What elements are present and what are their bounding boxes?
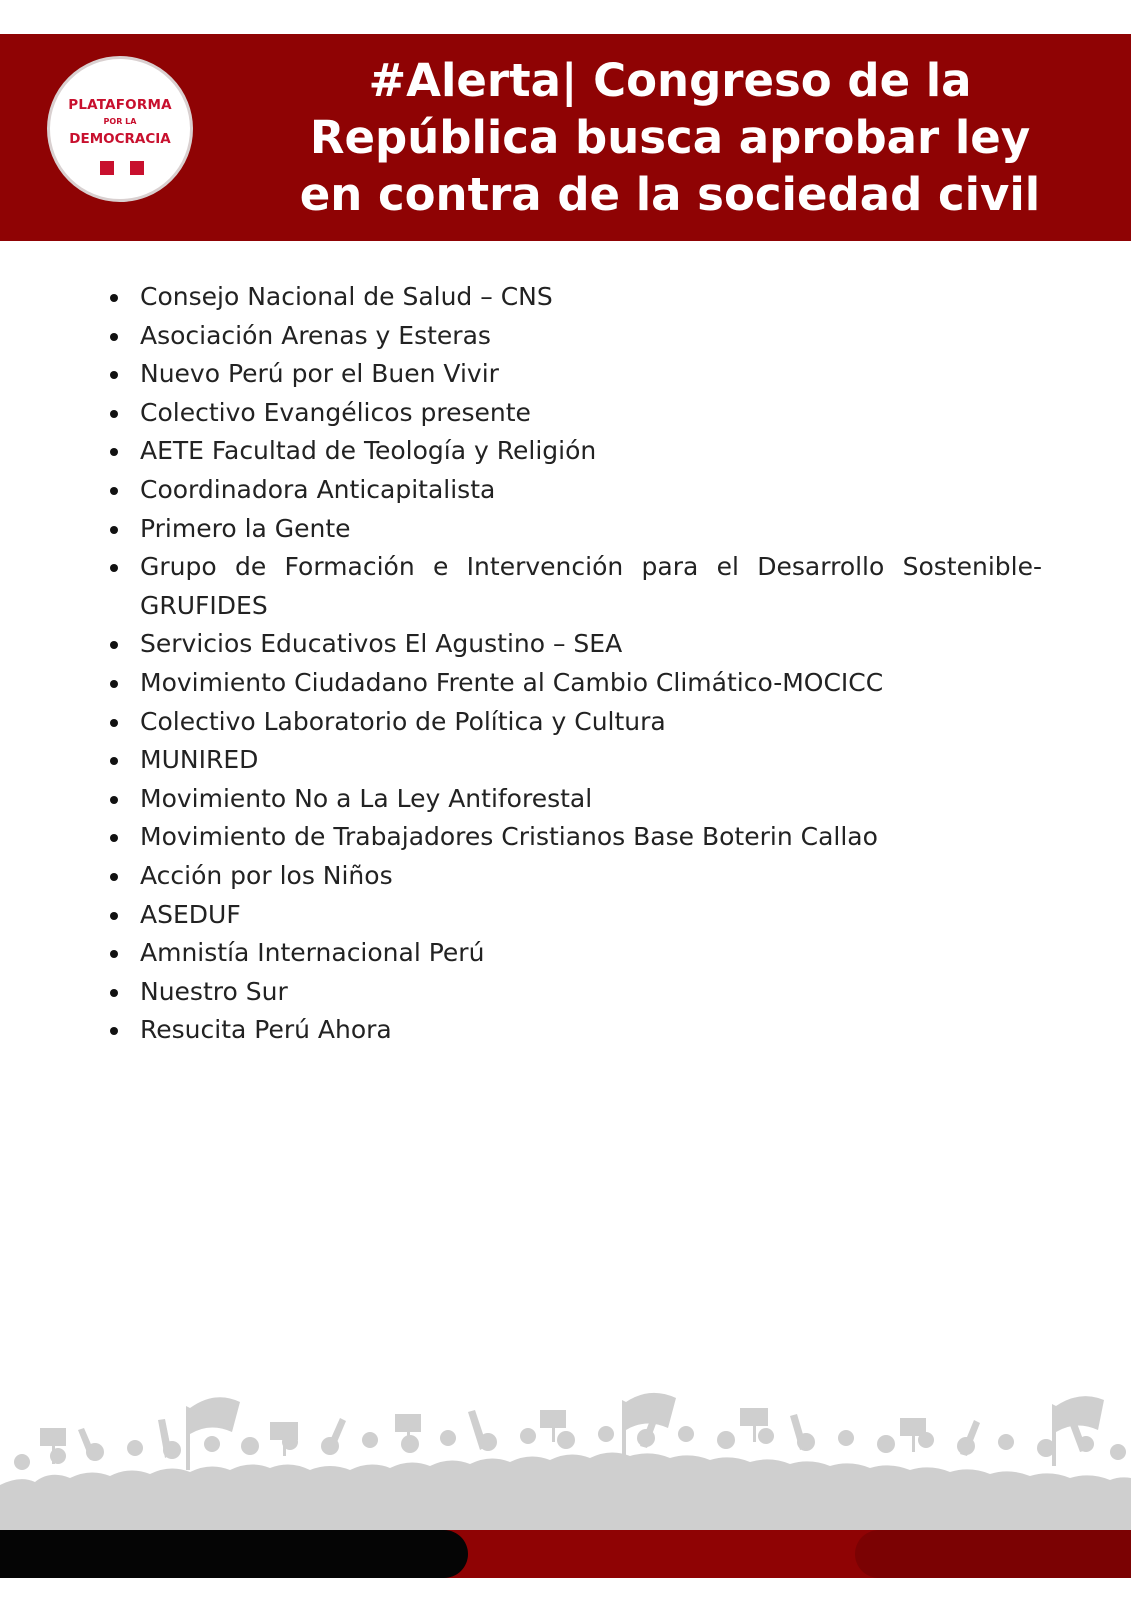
list-item: Primero la Gente (110, 510, 1042, 549)
list-item: Amnistía Internacional Perú (110, 934, 1042, 973)
logo-text-por-la: POR LA (103, 117, 137, 126)
list-item: Nuevo Perú por el Buen Vivir (110, 355, 1042, 394)
logo-text-plataforma: PLATAFORMA (68, 97, 172, 113)
logo-text-democracia: DEMOCRACIA (69, 131, 171, 147)
list-item: Movimiento de Trabajadores Cristianos Base Boterin Callao (110, 818, 1042, 857)
list-item: Servicios Educativos El Agustino – SEA (110, 625, 1042, 664)
page-title (230, 52, 1110, 223)
title-line-1: #Alerta| Congreso de la (368, 54, 972, 107)
list-item: AETE Facultad de Teología y Religión (110, 432, 1042, 471)
list-item: Asociación Arenas y Esteras (110, 317, 1042, 356)
logo-squares-icon (100, 161, 146, 175)
list-item: Coordinadora Anticapitalista (110, 471, 1042, 510)
title-line-2: República busca aprobar ley (309, 111, 1031, 164)
plataforma-logo (47, 56, 193, 202)
organization-list (110, 278, 1042, 1050)
logo-square-left (100, 161, 114, 175)
list-item: Colectivo Evangélicos presente (110, 394, 1042, 433)
list-item: Nuestro Sur (110, 973, 1042, 1012)
list-item: Resucita Perú Ahora (110, 1011, 1042, 1050)
list-item: Colectivo Laboratorio de Política y Cultura (110, 703, 1042, 742)
list-item: Acción por los Niños (110, 857, 1042, 896)
list-item: Movimiento Ciudadano Frente al Cambio Climático-MOCICC (110, 664, 1042, 703)
footer-dark-segment (855, 1530, 1131, 1578)
list-item: MUNIRED (110, 741, 1042, 780)
crowd-silhouette-icon (0, 1390, 1131, 1530)
footer-black-segment (0, 1530, 468, 1578)
logo-square-right (130, 161, 144, 175)
title-line-3: en contra de la sociedad civil (299, 168, 1041, 221)
list-item: Movimiento No a La Ley Antiforestal (110, 780, 1042, 819)
list-item: Grupo de Formación e Intervención para el Desarrollo Sostenible-GRUFIDES (110, 548, 1042, 625)
list-item: Consejo Nacional de Salud – CNS (110, 278, 1042, 317)
list-item: ASEDUF (110, 896, 1042, 935)
